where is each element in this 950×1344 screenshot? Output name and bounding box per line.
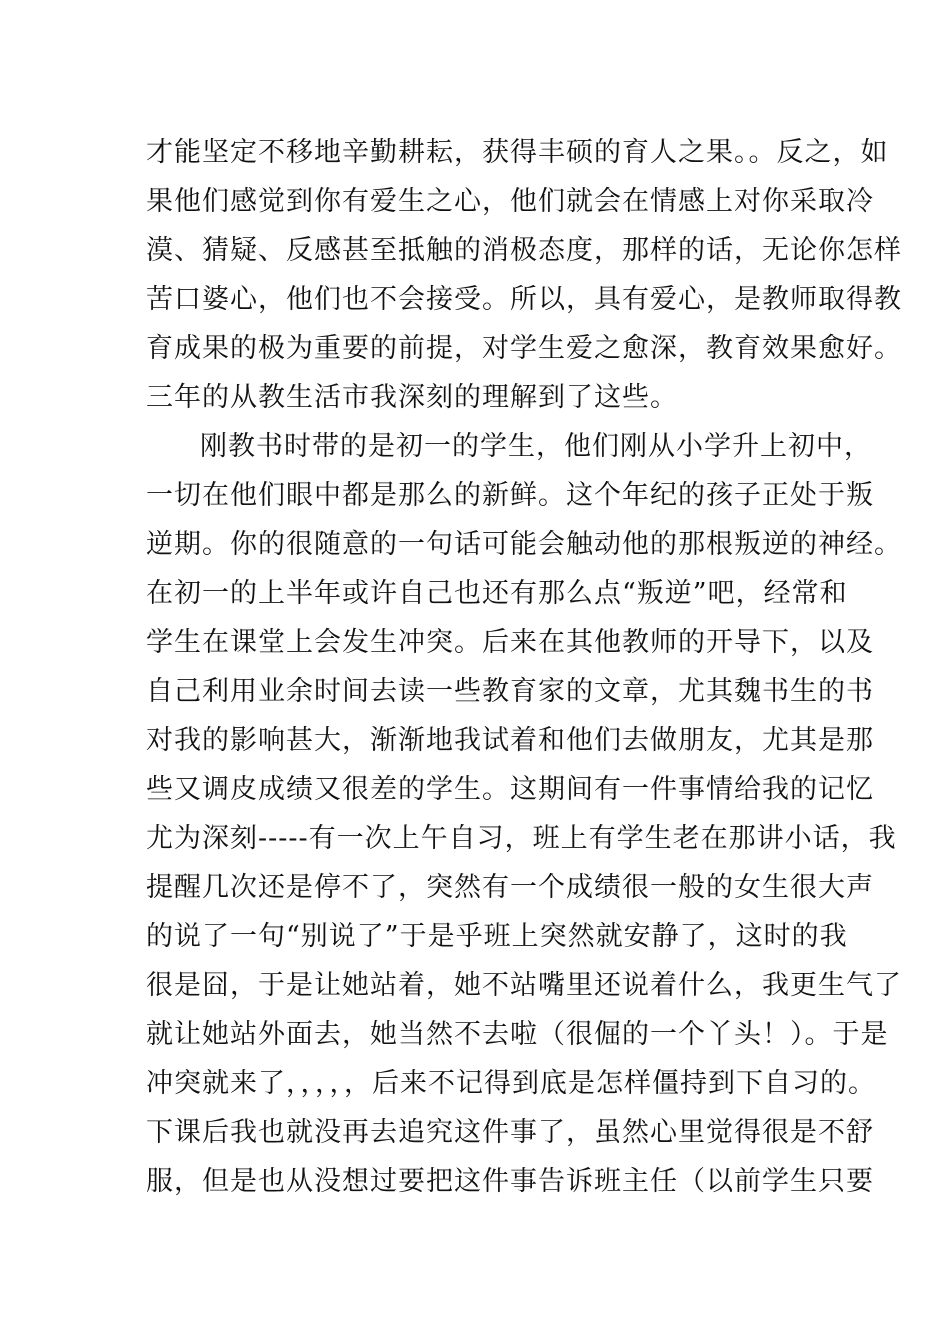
text-line: 才能坚定不移地辛勤耕耘，获得丰硕的育人之果。。反之，如 xyxy=(146,137,889,168)
text-line: 很是囧，于是让她站着，她不站嘴里还说着什么，我更生气了 xyxy=(146,970,902,1001)
text-line: 在初一的上半年或许自己也还有那么点“叛逆”吧，经常和 xyxy=(146,578,848,609)
text-line: 尤为深刻-----有一次上午自习，班上有学生老在那讲小话，我 xyxy=(146,823,897,854)
text-line: 苦口婆心，他们也不会接受。所以，具有爱心，是教师取得教 xyxy=(146,284,902,315)
text-line: 提醒几次还是停不了，突然有一个成绩很一般的女生很大声 xyxy=(146,872,874,903)
text-line: 一切在他们眼中都是那么的新鲜。这个年纪的孩子正处于叛 xyxy=(146,480,874,511)
text-line: 果他们感觉到你有爱生之心，他们就会在情感上对你采取冷 xyxy=(146,186,874,217)
text-line: 对我的影响甚大，渐渐地我试着和他们去做朋友，尤其是那 xyxy=(146,725,874,756)
paragraph-start-line: 刚教书时带的是初一的学生，他们刚从小学升上初中， xyxy=(200,431,872,462)
text-line: 些又调皮成绩又很差的学生。这期间有一件事情给我的记忆 xyxy=(146,774,874,805)
text-line: 就让她站外面去，她当然不去啦（很倔的一个丫头！）。于是 xyxy=(146,1019,889,1050)
body-text xyxy=(146,128,902,1206)
text-line: 三年的从教生活市我深刻的理解到了这些。 xyxy=(146,382,678,413)
text-line: 的说了一句“别说了”于是乎班上突然就安静了，这时的我 xyxy=(146,921,848,952)
text-line: 自己利用业余时间去读一些教育家的文章，尤其魏书生的书 xyxy=(146,676,874,707)
text-line: 冲突就来了，，，，，后来不记得到底是怎样僵持到下自习的。 xyxy=(146,1068,876,1099)
text-line: 逆期。你的很随意的一句话可能会触动他的那根叛逆的神经。 xyxy=(146,529,902,560)
text-line: 服，但是也从没想过要把这件事告诉班主任（以前学生只要 xyxy=(146,1166,874,1197)
text-line: 下课后我也就没再去追究这件事了，虽然心里觉得很是不舒 xyxy=(146,1117,874,1148)
text-line: 育成果的极为重要的前提，对学生爱之愈深，教育效果愈好。 xyxy=(146,333,902,364)
text-line: 学生在课堂上会发生冲突。后来在其他教师的开导下，以及 xyxy=(146,627,874,658)
text-line: 漠、猜疑、反感甚至抵触的消极态度，那样的话，无论你怎样 xyxy=(146,235,902,266)
